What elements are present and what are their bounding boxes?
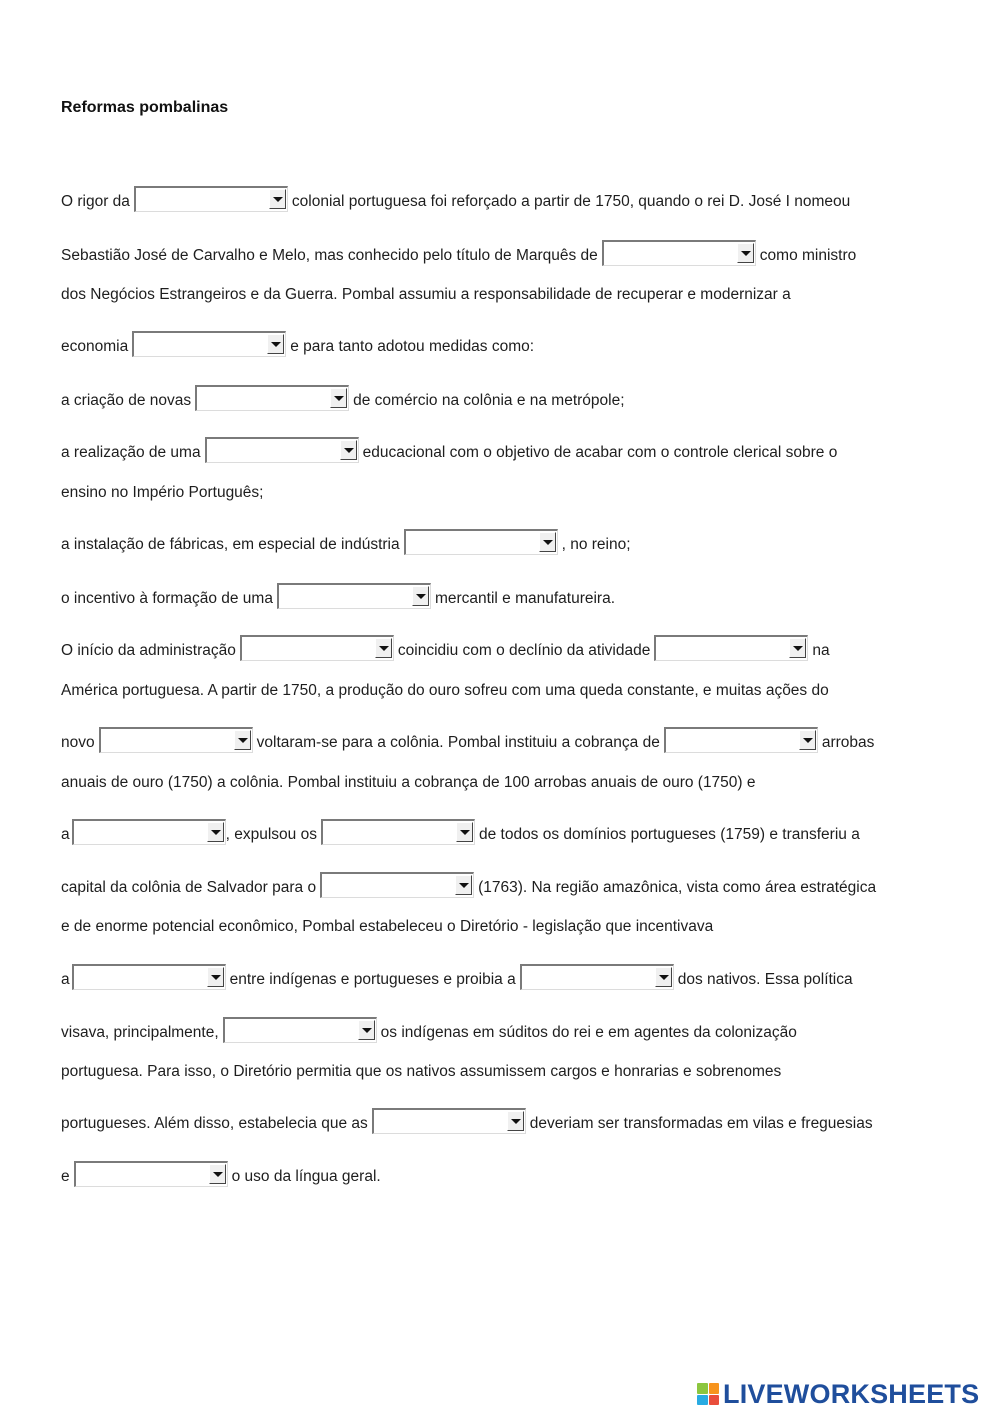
text-line	[61, 521, 631, 555]
chevron-down-icon[interactable]	[267, 334, 284, 354]
text-line	[61, 1048, 781, 1082]
text-segment: América portuguesa. A partir de 1750, a produção do ouro sofreu com uma queda constante, e muitas ações do	[61, 682, 829, 699]
answer-dropdown[interactable]	[72, 964, 226, 990]
text-segment: o incentivo à formação de uma	[61, 590, 273, 607]
text-line	[61, 232, 856, 266]
text-segment: os indígenas em súditos do rei e em agentes da colonização	[380, 1024, 797, 1041]
answer-dropdown[interactable]	[132, 331, 286, 357]
chevron-down-icon[interactable]	[539, 532, 556, 552]
text-segment: visava, principalmente,	[61, 1024, 219, 1041]
chevron-down-icon[interactable]	[412, 586, 429, 606]
text-segment: a	[61, 826, 70, 843]
text-segment: arrobas	[821, 734, 875, 751]
text-segment: de todos os domínios portugueses (1759) e transferiu a	[478, 826, 860, 843]
text-segment: O início da administração	[61, 642, 236, 659]
text-segment: economia	[61, 338, 129, 355]
chevron-down-icon[interactable]	[456, 822, 473, 842]
text-line	[61, 956, 853, 990]
text-segment: ensino no Império Português;	[61, 484, 264, 501]
text-segment: capital da colônia de Salvador para o	[61, 879, 317, 896]
answer-dropdown[interactable]	[320, 872, 474, 898]
liveworksheets-logo-icon	[697, 1383, 719, 1405]
text-segment: anuais de ouro (1750) a colônia. Pombal instituiu a cobrança de 100 arrobas anuais de ouro (1750) e	[61, 774, 756, 791]
worksheet-title: Reformas pombalinas	[61, 99, 229, 116]
text-line	[61, 1100, 873, 1134]
text-segment: de comércio na colônia e na metrópole;	[353, 392, 625, 409]
text-segment: portuguesa. Para isso, o Diretório permitia que os nativos assumissem cargos e honrarias e sobrenomes	[61, 1063, 782, 1080]
text-segment: a	[61, 971, 70, 988]
text-segment: coincidiu com o declínio da atividade	[397, 642, 651, 659]
text-segment: na	[812, 642, 830, 659]
text-segment: Sebastião José de Carvalho e Melo, mas conhecido pelo título de Marquês de	[61, 247, 598, 264]
answer-dropdown[interactable]	[372, 1108, 526, 1134]
text-line	[61, 1009, 797, 1043]
text-segment: dos nativos. Essa política	[677, 971, 853, 988]
text-segment: educacional com o objetivo de acabar com o controle clerical sobre o	[362, 444, 838, 461]
answer-dropdown[interactable]	[664, 727, 818, 753]
text-line	[61, 469, 263, 503]
answer-dropdown[interactable]	[223, 1017, 377, 1043]
answer-dropdown[interactable]	[99, 727, 253, 753]
chevron-down-icon[interactable]	[269, 189, 286, 209]
answer-dropdown[interactable]	[602, 240, 756, 266]
chevron-down-icon[interactable]	[207, 967, 224, 987]
text-segment: portugueses. Além disso, estabelecia que as	[61, 1115, 368, 1132]
text-line	[61, 377, 625, 411]
text-line	[61, 864, 876, 898]
text-line	[61, 429, 837, 463]
text-line	[61, 323, 534, 357]
text-segment: colonial portuguesa foi reforçado a partir de 1750, quando o rei D. José I nomeou	[291, 193, 851, 210]
text-segment: e	[61, 1168, 70, 1185]
answer-dropdown[interactable]	[74, 1161, 228, 1187]
text-line	[61, 575, 615, 609]
text-segment: a realização de uma	[61, 444, 201, 461]
text-segment: (1763). Na região amazônica, vista como área estratégica	[478, 879, 877, 896]
chevron-down-icon[interactable]	[330, 388, 347, 408]
text-line	[61, 1153, 381, 1187]
chevron-down-icon[interactable]	[358, 1020, 375, 1040]
chevron-down-icon[interactable]	[789, 638, 806, 658]
text-segment: dos Negócios Estrangeiros e da Guerra. Pombal assumiu a responsabilidade de recuperar e modernizar a	[61, 286, 791, 303]
text-line	[61, 903, 713, 937]
answer-dropdown[interactable]	[195, 385, 349, 411]
chevron-down-icon[interactable]	[799, 730, 816, 750]
text-line	[61, 667, 829, 701]
answer-dropdown[interactable]	[240, 635, 394, 661]
text-segment: entre indígenas e portugueses e proibia a	[229, 971, 516, 988]
chevron-down-icon[interactable]	[209, 1164, 226, 1184]
text-line	[61, 271, 791, 305]
chevron-down-icon[interactable]	[234, 730, 251, 750]
answer-dropdown[interactable]	[520, 964, 674, 990]
text-segment: e de enorme potencial econômico, Pombal estabeleceu o Diretório - legislação que incentivava	[61, 918, 714, 935]
text-segment: voltaram-se para a colônia. Pombal instituiu a cobrança de	[256, 734, 660, 751]
answer-dropdown[interactable]	[654, 635, 808, 661]
text-segment: a criação de novas	[61, 392, 192, 409]
answer-dropdown[interactable]	[404, 529, 558, 555]
answer-dropdown[interactable]	[134, 186, 288, 212]
text-segment: deveriam ser transformadas em vilas e freguesias	[529, 1115, 873, 1132]
text-line	[61, 719, 874, 753]
text-segment: mercantil e manufatureira.	[434, 590, 616, 607]
liveworksheets-logo	[697, 1376, 979, 1412]
text-segment: como ministro	[759, 247, 857, 264]
brand-name: LIVEWORKSHEETS	[723, 1378, 980, 1409]
text-line	[61, 627, 830, 661]
text-segment: e para tanto adotou medidas como:	[290, 338, 535, 355]
text-segment: a instalação de fábricas, em especial de indústria	[61, 536, 400, 553]
text-segment: novo	[61, 734, 95, 751]
text-segment: O rigor da	[61, 193, 130, 210]
answer-dropdown[interactable]	[72, 819, 226, 845]
text-line	[61, 759, 756, 793]
text-line	[61, 811, 860, 845]
text-segment: , no reino;	[561, 536, 631, 553]
text-segment: o uso da língua geral.	[231, 1168, 381, 1185]
chevron-down-icon[interactable]	[507, 1111, 524, 1131]
chevron-down-icon[interactable]	[375, 638, 392, 658]
chevron-down-icon[interactable]	[207, 822, 224, 842]
chevron-down-icon[interactable]	[455, 875, 472, 895]
chevron-down-icon[interactable]	[340, 440, 357, 460]
answer-dropdown[interactable]	[205, 437, 359, 463]
text-segment: , expulsou os	[225, 826, 317, 843]
chevron-down-icon[interactable]	[737, 243, 754, 263]
answer-dropdown[interactable]	[277, 583, 431, 609]
answer-dropdown[interactable]	[321, 819, 475, 845]
chevron-down-icon[interactable]	[655, 967, 672, 987]
text-line	[61, 178, 850, 212]
